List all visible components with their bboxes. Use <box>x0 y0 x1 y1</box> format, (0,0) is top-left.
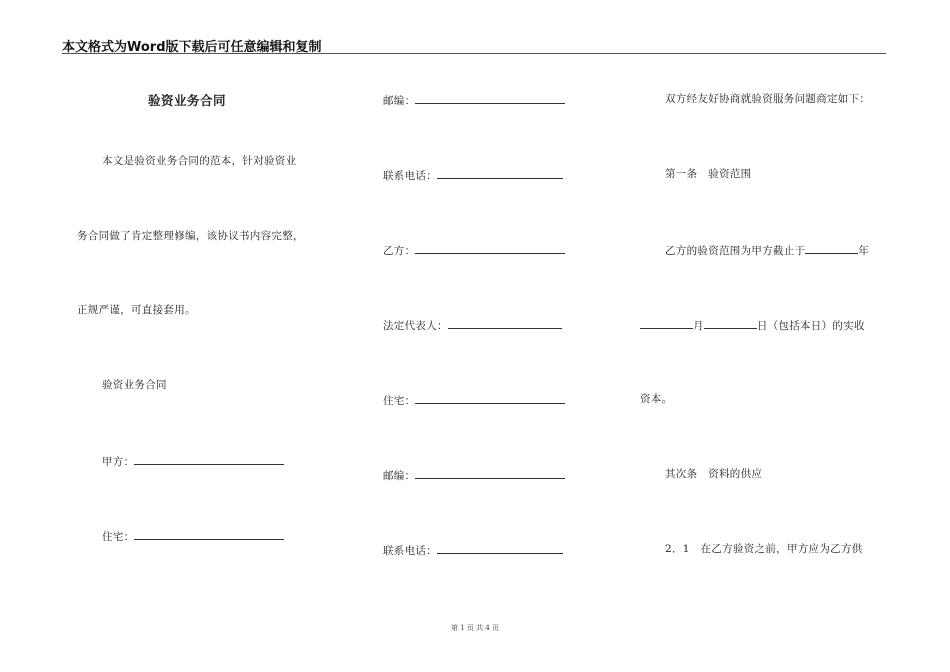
intro-line-1: 本文是验资业务合同的范本，针对验资业 <box>102 155 297 167</box>
scope-month-blank[interactable] <box>704 317 757 329</box>
document-header: 本文格式为Word版下载后可任意编辑和复制 <box>62 40 322 55</box>
party-b-address-blank[interactable] <box>415 392 565 404</box>
party-b-address-field <box>383 392 565 408</box>
scope-date-blank[interactable] <box>805 242 858 254</box>
party-a-address-label: 住宅： <box>102 531 135 543</box>
party-b-field <box>383 242 565 258</box>
party-a-blank[interactable] <box>134 453 284 465</box>
scope-year-label: 年 <box>858 245 870 257</box>
intro-line-2: 务合同做了肯定整理修编，该协议书内容完整， <box>77 230 304 242</box>
page-number: 第 1 页 共 4 页 <box>450 624 500 632</box>
scope-year-blank[interactable] <box>640 317 693 329</box>
scope-line-2 <box>640 317 865 333</box>
party-a-address-blank[interactable] <box>134 528 284 540</box>
legal-rep-blank[interactable] <box>448 317 562 329</box>
party-a-postcode-label: 邮编： <box>383 95 416 107</box>
intro-line-3: 正规严谨，可直接套用。 <box>77 304 196 316</box>
party-a-field <box>102 453 284 469</box>
party-b-label: 乙方： <box>383 245 416 257</box>
party-b-postcode-field <box>383 467 565 483</box>
party-b-postcode-blank[interactable] <box>415 467 565 479</box>
contract-title: 验资业务合同 <box>148 93 227 108</box>
party-a-phone-label: 联系电话： <box>383 170 437 182</box>
party-a-postcode-blank[interactable] <box>415 92 565 104</box>
party-a-postcode-field <box>383 92 565 108</box>
party-a-label: 甲方： <box>102 456 135 468</box>
scope-line-2-text: 日（包括本日）的实收 <box>756 320 865 332</box>
legal-rep-label: 法定代表人： <box>383 320 448 332</box>
article-2-title: 其次条 资料的供应 <box>665 468 763 480</box>
party-a-phone-blank[interactable] <box>437 167 563 179</box>
header-divider <box>62 53 886 54</box>
article-1-title: 第一条 验资范围 <box>665 168 752 180</box>
legal-rep-field <box>383 317 562 333</box>
party-b-address-label: 住宅： <box>383 395 416 407</box>
party-a-address-field <box>102 528 284 544</box>
clause-2-1: 2．1 在乙方验资之前，甲方应为乙方供 <box>665 543 863 555</box>
party-b-phone-label: 联系电话： <box>383 545 437 557</box>
scope-month-label: 月 <box>693 320 704 332</box>
scope-line-1 <box>665 242 869 258</box>
scope-line-1-text: 乙方的验资范围为甲方截止于 <box>665 245 806 257</box>
party-a-phone-field <box>383 167 563 183</box>
agreement-line: 双方经友好协商就验资服务问题商定如下： <box>665 93 871 105</box>
party-b-phone-blank[interactable] <box>437 542 563 554</box>
party-b-phone-field <box>383 542 563 558</box>
party-b-postcode-label: 邮编： <box>383 470 416 482</box>
contract-subtitle: 验资业务合同 <box>102 379 167 391</box>
party-b-blank[interactable] <box>415 242 565 254</box>
scope-line-3: 资本。 <box>640 393 673 405</box>
